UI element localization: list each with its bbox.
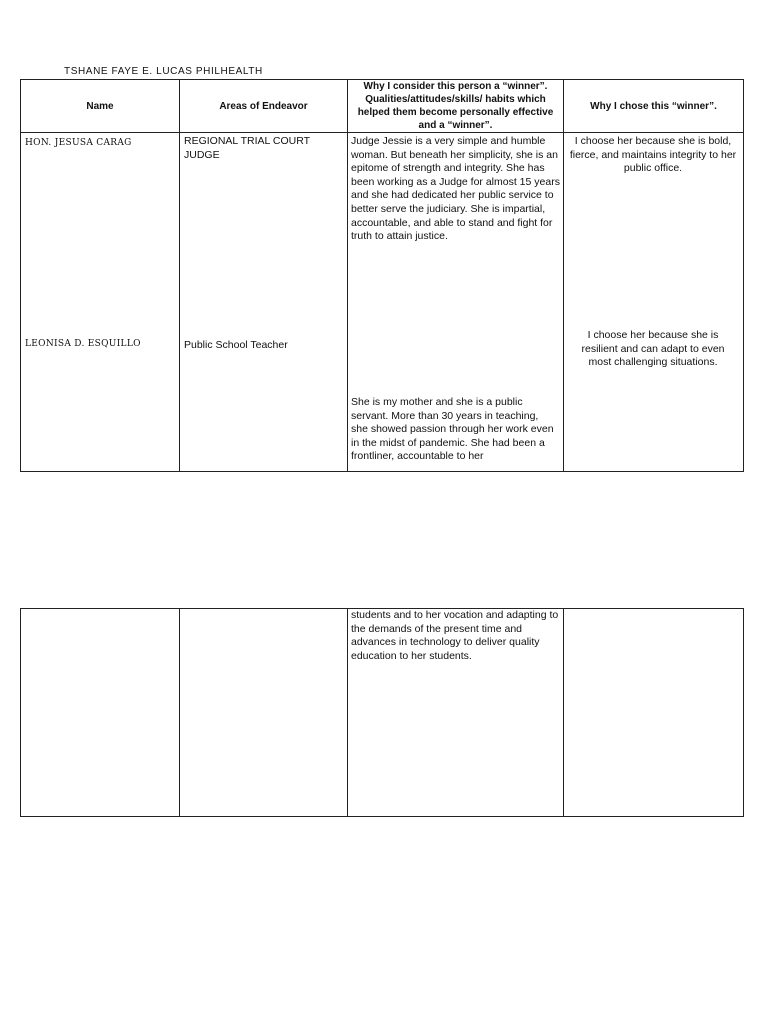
table-row — [21, 609, 744, 817]
qualities-text-1: Judge Jessie is a very simple and humble woman. But beneath her simplicity, she is an epitome of strength and integrity. She has been working as a Judge for almost 15 years and she had dedicated her public service to better serve the judiciary. She is impartial, accountable, and able to stand and fight for truth to attain justice. — [351, 135, 560, 243]
area-of-endeavor-2: Public School Teacher — [184, 339, 288, 351]
qualities-text-2-part1: She is my mother and she is a public servant. More than 30 years in teaching, she showed passion through her work even in the midst of pandemic. She had been a frontliner, accountable to her — [351, 396, 554, 463]
qualities-cell — [348, 609, 564, 817]
area-cell — [180, 609, 348, 817]
qualities-text-2-part2: students and to her vocation and adapting to the demands of the present time and advances in technology to deliver quality education to her students. — [351, 609, 559, 662]
name-cell — [21, 609, 180, 817]
reason-cell — [564, 609, 744, 817]
qualities-cell — [348, 133, 564, 472]
column-header-reason: Why I chose this “winner”. — [564, 80, 744, 133]
table-row — [21, 133, 744, 472]
column-header-name: Name — [21, 80, 180, 133]
name-cell — [21, 133, 180, 472]
winners-table — [20, 79, 744, 472]
column-header-areas-of-endeavor: Areas of Endeavor — [180, 80, 348, 133]
reason-text-2: I choose her because she is resilient and can adapt to even most challenging situations. — [581, 329, 725, 369]
column-header-qualities: Why I consider this person a “winner”. Qualities/attitudes/skills/ habits which helped them become personally effective and a “winner”. — [348, 80, 564, 133]
winners-table-continuation — [20, 608, 744, 817]
reason-text-1: I choose her because she is bold, fierce, and maintains integrity to her public office. — [569, 135, 737, 175]
person-name-2: LEONISA D. ESQUILLO — [25, 339, 141, 349]
area-cell — [180, 133, 348, 472]
reason-cell — [564, 133, 744, 472]
table-header-row — [21, 80, 744, 133]
area-of-endeavor-1: REGIONAL TRIAL COURT JUDGE — [184, 135, 310, 161]
document-header: TSHANE FAYE E. LUCAS PHILHEALTH — [64, 66, 263, 77]
person-name-1: HON. JESUSA CARAG — [25, 138, 132, 148]
